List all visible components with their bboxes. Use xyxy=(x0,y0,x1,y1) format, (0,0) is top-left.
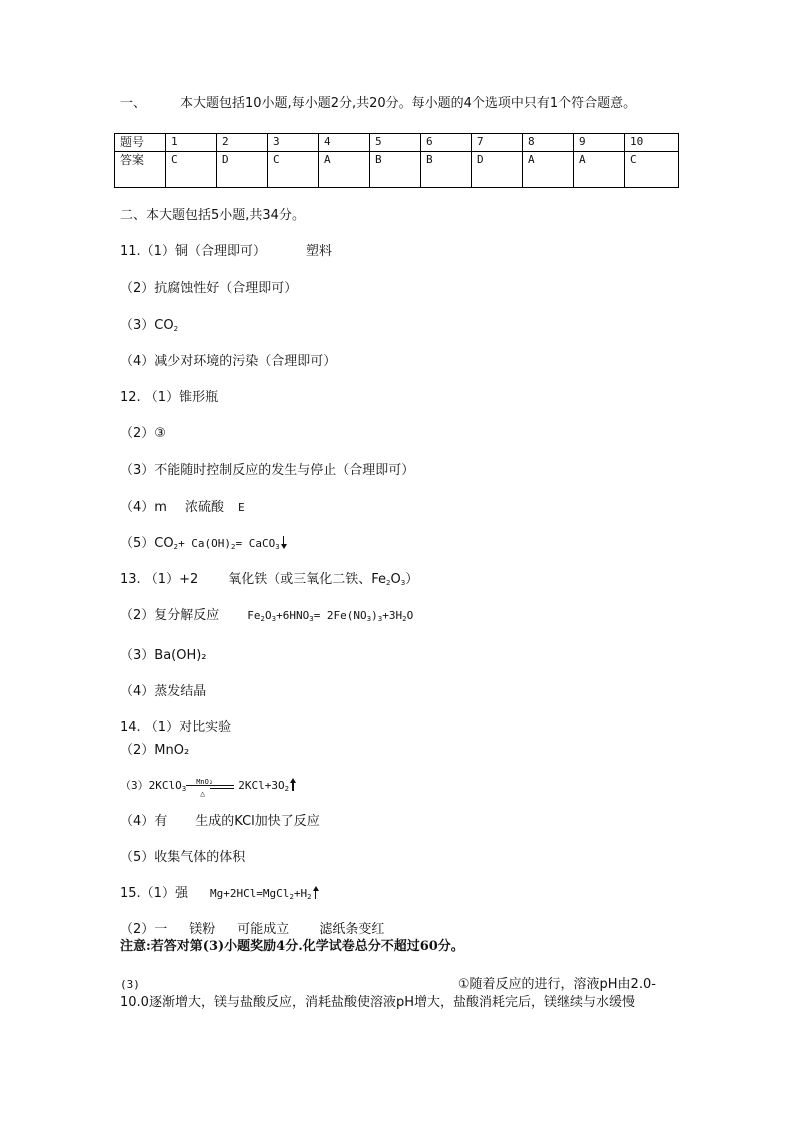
q12-line-4 xyxy=(120,500,245,516)
bonus-note: 注意:若答对第(3)小题奖励4分.化学试卷总分不超过60分。 xyxy=(120,939,464,954)
section-1-number: 一、 xyxy=(120,96,147,111)
reaction-condition xyxy=(186,778,238,798)
formula-part: = 2Fe(NO xyxy=(313,609,367,622)
q15-part-2d: 滤纸条变红 xyxy=(319,922,385,937)
section-1-heading xyxy=(120,96,636,112)
q12-formula-part: （5）CO xyxy=(120,536,174,551)
q12-part-4a: （4）m xyxy=(120,500,167,515)
question-number: 4 xyxy=(319,134,370,152)
q12-line-5 xyxy=(120,536,288,552)
q14-line-5: （5）收集气体的体积 xyxy=(120,850,246,865)
answer-cell: A xyxy=(574,152,625,188)
formula-part: O xyxy=(406,609,414,622)
subscript: 3 xyxy=(181,785,187,793)
row-header-number: 题号 xyxy=(115,134,166,152)
q12-line-1: 12. （1）锥形瓶 xyxy=(120,390,219,405)
q11-part-1b: 塑料 xyxy=(305,244,332,259)
q15-part-2b: 镁粉 xyxy=(189,922,216,937)
heat-symbol: △ xyxy=(200,789,206,798)
formula-part: +H xyxy=(293,887,308,900)
answer-cell: B xyxy=(370,152,421,188)
q11-line-1 xyxy=(120,244,332,260)
q12-line-3: （3）不能随时控制反应的发生与停止（合理即可） xyxy=(120,463,415,478)
q12-formula-part: + Ca(OH) xyxy=(178,537,232,550)
formula-part: +3H xyxy=(382,609,403,622)
up-arrow-icon xyxy=(289,778,297,792)
q14-part-4b: 生成的KCl加快了反应 xyxy=(195,814,320,829)
q13-part-2a: （2）复分解反应 xyxy=(120,608,220,623)
formula-part: （3）2KClO xyxy=(120,779,182,792)
q13-part-1a: 13. （1）+2 xyxy=(120,572,199,587)
subscript: 3 xyxy=(366,615,372,623)
q11-part-3: （3）CO xyxy=(120,318,174,333)
subscript: 2 xyxy=(386,579,391,587)
q12-part-4b: 浓硫酸 xyxy=(184,500,224,515)
answer-cell: D xyxy=(217,152,268,188)
table-row-numbers xyxy=(115,134,679,152)
catalyst-label: MnO₂ xyxy=(196,778,214,786)
table-row-answers xyxy=(115,152,679,188)
formula-part: O xyxy=(265,609,272,622)
answer-cell: C xyxy=(166,152,217,188)
formula-part: 2KCl+3O xyxy=(238,779,285,792)
question-number: 7 xyxy=(472,134,523,152)
subscript: 2 xyxy=(284,785,290,793)
question-number: 5 xyxy=(370,134,421,152)
up-arrow-icon xyxy=(312,886,320,900)
subscript: 2 xyxy=(231,543,236,551)
q15-part-2a: （2）一 xyxy=(120,922,168,937)
q14-line-2: （2）MnO₂ xyxy=(120,743,190,758)
q14-line-1: 14. （1）对比实验 xyxy=(120,720,232,735)
subscript: 2 xyxy=(289,893,294,901)
answer-cell: D xyxy=(472,152,523,188)
question-number: 3 xyxy=(268,134,319,152)
q15-line-2 xyxy=(120,922,384,938)
q15-part-1a: 15.（1）强 xyxy=(120,886,188,901)
q15-line-1 xyxy=(120,886,320,902)
subscript: 3 xyxy=(271,615,277,623)
subscript: 3 xyxy=(309,615,314,623)
subscript: 2 xyxy=(307,893,312,901)
formula-part: Mg+2HCl=MgCl xyxy=(209,887,290,900)
subscript: 3 xyxy=(400,579,406,587)
answer-cell: A xyxy=(319,152,370,188)
answer-cell: C xyxy=(625,152,679,188)
subscript: 2 xyxy=(173,325,179,333)
down-arrow-icon xyxy=(280,536,288,550)
q12-formula-part: = CaCO xyxy=(235,537,276,550)
subscript: 3 xyxy=(275,543,280,551)
answer-cell: B xyxy=(421,152,472,188)
formula-part: +6HNO xyxy=(276,609,310,622)
q13-line-4: （4）蒸发结晶 xyxy=(120,684,207,699)
q11-line-2: （2）抗腐蚀性好（合理即可） xyxy=(120,281,298,296)
q12-line-2: （2）③ xyxy=(120,426,166,441)
section-1-text: 本大题包括10小题,每小题2分,共20分。每小题的4个选项中只有1个符合题意。 xyxy=(180,96,637,111)
question-number: 6 xyxy=(421,134,472,152)
q14-part-4a: （4）有 xyxy=(120,814,168,829)
question-number: 10 xyxy=(625,134,679,152)
q13-part-1f: ） xyxy=(405,572,419,587)
q13-part-1b: 氧化铁（或三氧化二铁、Fe xyxy=(228,572,387,587)
q13-part-1d: O xyxy=(390,572,401,587)
q14-line-3 xyxy=(120,778,297,798)
q11-line-4: （4）减少对环境的污染（合理即可） xyxy=(120,354,337,369)
answer-table xyxy=(114,133,679,188)
answer-cell: A xyxy=(523,152,574,188)
answer-cell: C xyxy=(268,152,319,188)
q13-line-2 xyxy=(120,608,413,624)
question-number: 8 xyxy=(523,134,574,152)
q12-part-4c: E xyxy=(237,501,245,514)
question-number: 9 xyxy=(574,134,625,152)
q15-line-3 xyxy=(120,977,656,993)
q15-part-2c: 可能成立 xyxy=(237,922,290,937)
subscript: 3 xyxy=(377,615,383,623)
subscript: 2 xyxy=(402,615,407,623)
q13-line-1 xyxy=(120,572,418,588)
question-number: 1 xyxy=(166,134,217,152)
formula-part: Fe xyxy=(247,609,261,622)
formula-part: ) xyxy=(371,609,378,622)
question-number: 2 xyxy=(217,134,268,152)
row-header-answer: 答案 xyxy=(115,152,166,188)
section-2-heading: 二、本大题包括5小题,共34分。 xyxy=(120,208,305,223)
q15-part-3b: ①随着反应的进行，溶液pH由2.0- xyxy=(457,977,656,992)
subscript: 2 xyxy=(260,615,265,623)
q15-line-4: 10.0逐渐增大，镁与盐酸反应，消耗盐酸使溶液pH增大，盐酸消耗完后，镁继续与水缓慢 xyxy=(120,995,635,1010)
subscript: 2 xyxy=(173,543,179,551)
q13-line-3: （3）Ba(OH)₂ xyxy=(120,648,207,663)
q15-part-3a: (3) xyxy=(120,978,140,991)
q11-part-1: 11.（1）铜（合理即可） xyxy=(120,244,266,259)
q11-line-3 xyxy=(120,318,178,334)
q14-line-4 xyxy=(120,814,320,830)
